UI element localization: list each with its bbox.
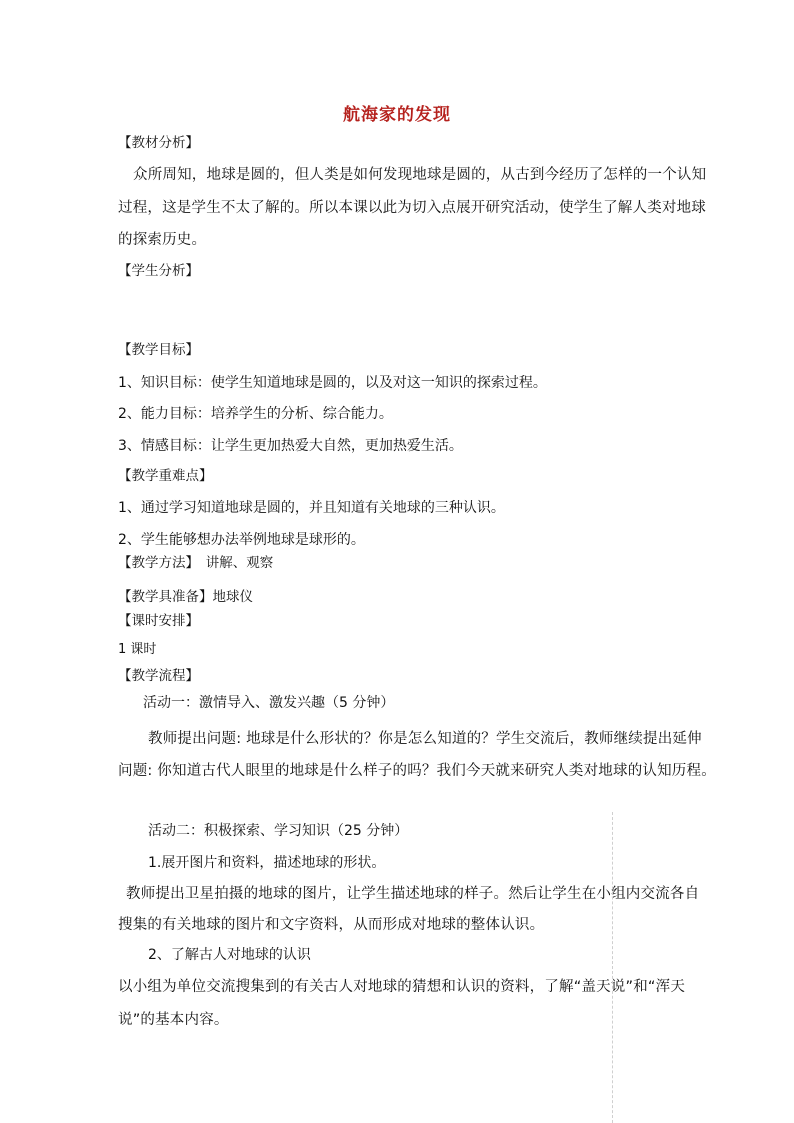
goal-item: 1、知识目标：使学生知道地球是圆的，以及对这一知识的探索过程。 (118, 375, 547, 391)
section-teaching-tools: 【教学具准备】地球仪 (118, 589, 253, 605)
key-point-item: 2、学生能够想办法举例地球是球形的。 (118, 532, 365, 548)
section-textbook-analysis: 【教材分析】 (118, 135, 199, 151)
paragraph-line: 过程，这是学生不太了解的。所以本课以此为切入点展开研究活动，使学生了解人类对地球 (118, 200, 706, 216)
section-schedule: 【课时安排】 (118, 613, 199, 629)
section-teaching-method: 【教学方法】 讲解、观察 (118, 555, 274, 571)
paragraph-line: 众所周知，地球是圆的，但人类是如何发现地球是圆的，从古到今经历了怎样的一个认知 (133, 167, 707, 183)
activity-2-step2-line: 以小组为单位交流搜集到的有关古人对地球的猜想和认识的资料，了解“盖天说”和“浑天 (118, 979, 686, 995)
activity-1-line: 教师提出问题: 地球是什么形状的？你是怎么知道的？学生交流后，教师继续提出延伸 (148, 731, 702, 747)
activity-2-heading: 活动二：积极探索、学习知识（25 分钟） (148, 823, 409, 839)
paragraph-line: 的探索历史。 (118, 232, 207, 248)
activity-1-line: 问题: 你知道古代人眼里的地球是什么样子的吗？我们今天就来研究人类对地球的认知历程。 (118, 763, 716, 779)
key-point-item: 1、通过学习知道地球是圆的，并且知道有关地球的三种认识。 (118, 500, 505, 516)
page-title: 航海家的发现 (343, 105, 451, 125)
margin-guide-line (612, 812, 613, 1123)
section-student-analysis: 【学生分析】 (118, 263, 199, 279)
section-teaching-goals: 【教学目标】 (118, 342, 199, 358)
goal-item: 2、能力目标：培养学生的分析、综合能力。 (118, 406, 393, 422)
section-process: 【教学流程】 (118, 668, 199, 684)
activity-2-step1: 1.展开图片和资料，描述地球的形状。 (148, 855, 386, 871)
section-key-points: 【教学重难点】 (118, 468, 213, 484)
activity-2-step1-line: 教师提出卫星拍摄的地球的图片，让学生描述地球的样子。然后让学生在小组内交流各自 (126, 886, 700, 902)
activity-2-step2-line: 说”的基本内容。 (118, 1012, 229, 1028)
goal-item: 3、情感目标：让学生更加热爱大自然，更加热爱生活。 (118, 438, 463, 454)
schedule-value: 1 课时 (118, 642, 157, 657)
activity-2-step2: 2、了解古人对地球的认识 (148, 947, 311, 963)
activity-2-step1-line: 搜集的有关地球的图片和文字资料，从而形成对地球的整体认识。 (118, 917, 545, 933)
activity-1-heading: 活动一：激情导入、激发兴趣（5 分钟） (143, 695, 395, 711)
